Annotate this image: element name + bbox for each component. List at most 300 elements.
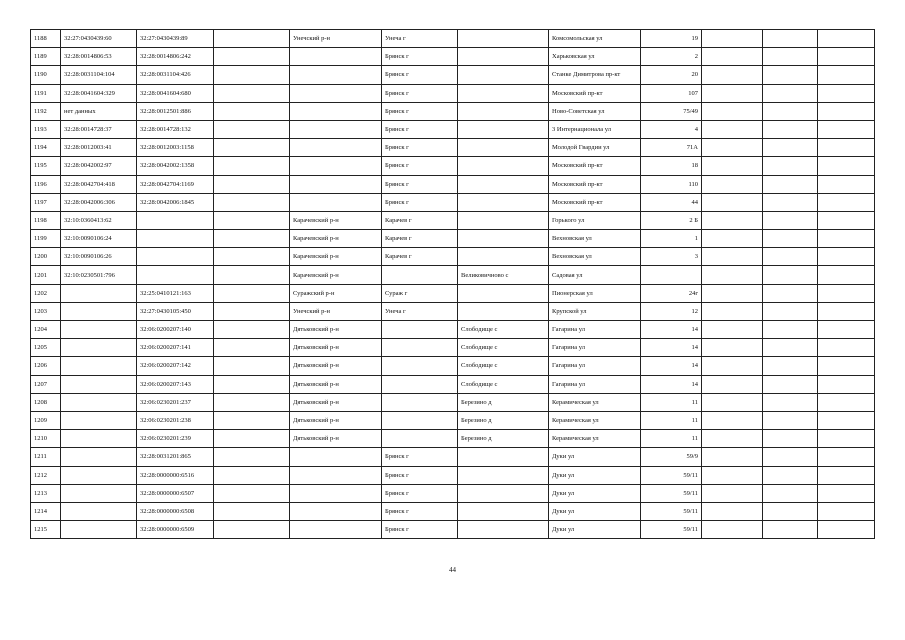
- object-name-cell: [214, 393, 290, 411]
- settlement-cell: [458, 66, 549, 84]
- object-name-cell: [214, 502, 290, 520]
- object-name-cell: [214, 448, 290, 466]
- land-cadastral-number-cell: [61, 521, 137, 539]
- object-name-cell: [214, 248, 290, 266]
- extra-cell-3: [818, 411, 875, 429]
- house-number-cell: 14: [641, 339, 702, 357]
- land-cadastral-number-cell: нет данных: [61, 102, 137, 120]
- settlement-cell: [458, 211, 549, 229]
- extra-cell-3: [818, 357, 875, 375]
- object-name-cell: [214, 430, 290, 448]
- extra-cell-2: [763, 393, 818, 411]
- object-name-cell: [214, 484, 290, 502]
- settlement-cell: [458, 502, 549, 520]
- land-cadastral-number-cell: 32:10:0090106:24: [61, 230, 137, 248]
- extra-cell-1: [702, 375, 763, 393]
- district-cell: [290, 521, 382, 539]
- house-number-cell: 18: [641, 157, 702, 175]
- district-cell: Дятьковский р-н: [290, 357, 382, 375]
- building-cadastral-number-cell: 32:06:0200207:142: [137, 357, 214, 375]
- district-cell: [290, 66, 382, 84]
- table-row: [31, 321, 875, 339]
- object-name-cell: [214, 30, 290, 48]
- land-cadastral-number-cell: 32:28:0014728:37: [61, 120, 137, 138]
- extra-cell-3: [818, 484, 875, 502]
- street-cell: Керамическая ул: [549, 393, 641, 411]
- street-cell: Молодой Гвардии ул: [549, 139, 641, 157]
- district-cell: [290, 502, 382, 520]
- extra-cell-2: [763, 48, 818, 66]
- settlement-cell: Слободище с: [458, 339, 549, 357]
- extra-cell-2: [763, 484, 818, 502]
- extra-cell-2: [763, 302, 818, 320]
- settlement-cell: [458, 230, 549, 248]
- street-cell: Московский пр-кт: [549, 175, 641, 193]
- extra-cell-1: [702, 302, 763, 320]
- district-cell: [290, 48, 382, 66]
- settlement-cell: Березино д: [458, 393, 549, 411]
- extra-cell-1: [702, 230, 763, 248]
- district-cell: [290, 175, 382, 193]
- extra-cell-1: [702, 30, 763, 48]
- building-cadastral-number-cell: 32:28:0042002:1358: [137, 157, 214, 175]
- row-number-cell: 1200: [31, 248, 61, 266]
- house-number-cell: 71А: [641, 139, 702, 157]
- house-number-cell: 2: [641, 48, 702, 66]
- extra-cell-2: [763, 139, 818, 157]
- extra-cell-1: [702, 484, 763, 502]
- land-cadastral-number-cell: 32:28:0042006:306: [61, 193, 137, 211]
- building-cadastral-number-cell: [137, 266, 214, 284]
- building-cadastral-number-cell: 32:06:0200207:143: [137, 375, 214, 393]
- extra-cell-2: [763, 448, 818, 466]
- row-number-cell: 1192: [31, 102, 61, 120]
- district-cell: [290, 193, 382, 211]
- house-number-cell: 14: [641, 321, 702, 339]
- street-cell: Садовая ул: [549, 266, 641, 284]
- settlement-cell: Слободище с: [458, 357, 549, 375]
- street-cell: Харьковская ул: [549, 48, 641, 66]
- extra-cell-3: [818, 339, 875, 357]
- settlement-cell: [458, 302, 549, 320]
- extra-cell-1: [702, 248, 763, 266]
- object-name-cell: [214, 302, 290, 320]
- row-number-cell: 1202: [31, 284, 61, 302]
- city-cell: [382, 321, 458, 339]
- city-cell: Сураж г: [382, 284, 458, 302]
- address-registry-table: [30, 29, 875, 539]
- building-cadastral-number-cell: [137, 230, 214, 248]
- extra-cell-3: [818, 284, 875, 302]
- district-cell: Дятьковский р-н: [290, 321, 382, 339]
- row-number-cell: 1206: [31, 357, 61, 375]
- object-name-cell: [214, 339, 290, 357]
- table-row: [31, 175, 875, 193]
- district-cell: [290, 102, 382, 120]
- extra-cell-1: [702, 102, 763, 120]
- extra-cell-1: [702, 211, 763, 229]
- city-cell: Брянск г: [382, 448, 458, 466]
- land-cadastral-number-cell: [61, 502, 137, 520]
- row-number-cell: 1214: [31, 502, 61, 520]
- city-cell: Брянск г: [382, 521, 458, 539]
- house-number-cell: 110: [641, 175, 702, 193]
- table-row: [31, 357, 875, 375]
- table-row: [31, 139, 875, 157]
- land-cadastral-number-cell: 32:10:0230501:796: [61, 266, 137, 284]
- land-cadastral-number-cell: [61, 484, 137, 502]
- land-cadastral-number-cell: [61, 430, 137, 448]
- table-row: [31, 466, 875, 484]
- settlement-cell: [458, 521, 549, 539]
- land-cadastral-number-cell: [61, 321, 137, 339]
- city-cell: Брянск г: [382, 84, 458, 102]
- city-cell: Брянск г: [382, 175, 458, 193]
- object-name-cell: [214, 211, 290, 229]
- settlement-cell: [458, 284, 549, 302]
- city-cell: Брянск г: [382, 139, 458, 157]
- building-cadastral-number-cell: 32:06:0230201:237: [137, 393, 214, 411]
- land-cadastral-number-cell: [61, 357, 137, 375]
- object-name-cell: [214, 84, 290, 102]
- object-name-cell: [214, 411, 290, 429]
- building-cadastral-number-cell: 32:28:0000000:6507: [137, 484, 214, 502]
- extra-cell-2: [763, 248, 818, 266]
- table-row: [31, 284, 875, 302]
- building-cadastral-number-cell: 32:28:0042006:1845: [137, 193, 214, 211]
- extra-cell-3: [818, 466, 875, 484]
- extra-cell-3: [818, 211, 875, 229]
- row-number-cell: 1201: [31, 266, 61, 284]
- house-number-cell: 44: [641, 193, 702, 211]
- land-cadastral-number-cell: [61, 448, 137, 466]
- settlement-cell: [458, 157, 549, 175]
- land-cadastral-number-cell: 32:28:0041604:329: [61, 84, 137, 102]
- district-cell: Карачевский р-н: [290, 248, 382, 266]
- extra-cell-2: [763, 357, 818, 375]
- land-cadastral-number-cell: 32:28:0012003:41: [61, 139, 137, 157]
- object-name-cell: [214, 102, 290, 120]
- land-cadastral-number-cell: [61, 411, 137, 429]
- extra-cell-1: [702, 193, 763, 211]
- row-number-cell: 1205: [31, 339, 61, 357]
- building-cadastral-number-cell: 32:28:0000000:6516: [137, 466, 214, 484]
- table-row: [31, 484, 875, 502]
- street-cell: Дуки ул: [549, 521, 641, 539]
- house-number-cell: 20: [641, 66, 702, 84]
- district-cell: Карачевский р-н: [290, 266, 382, 284]
- extra-cell-3: [818, 66, 875, 84]
- extra-cell-1: [702, 448, 763, 466]
- table-row: [31, 302, 875, 320]
- city-cell: Брянск г: [382, 502, 458, 520]
- object-name-cell: [214, 321, 290, 339]
- settlement-cell: [458, 102, 549, 120]
- house-number-cell: 3: [641, 248, 702, 266]
- extra-cell-2: [763, 521, 818, 539]
- building-cadastral-number-cell: 32:25:0410121:163: [137, 284, 214, 302]
- building-cadastral-number-cell: 32:28:0012003:1158: [137, 139, 214, 157]
- land-cadastral-number-cell: 32:28:0031104:104: [61, 66, 137, 84]
- extra-cell-3: [818, 48, 875, 66]
- city-cell: Брянск г: [382, 66, 458, 84]
- settlement-cell: Великовичново с: [458, 266, 549, 284]
- object-name-cell: [214, 521, 290, 539]
- building-cadastral-number-cell: 32:28:0000000:6508: [137, 502, 214, 520]
- table-row: [31, 430, 875, 448]
- building-cadastral-number-cell: 32:28:0000000:6509: [137, 521, 214, 539]
- extra-cell-3: [818, 175, 875, 193]
- extra-cell-3: [818, 393, 875, 411]
- city-cell: [382, 430, 458, 448]
- table-row: [31, 448, 875, 466]
- district-cell: Дятьковский р-н: [290, 393, 382, 411]
- street-cell: Дуки ул: [549, 448, 641, 466]
- street-cell: Гагарина ул: [549, 375, 641, 393]
- city-cell: Брянск г: [382, 157, 458, 175]
- extra-cell-2: [763, 321, 818, 339]
- house-number-cell: 107: [641, 84, 702, 102]
- table-row: [31, 521, 875, 539]
- street-cell: Московский пр-кт: [549, 193, 641, 211]
- district-cell: Унечский р-н: [290, 302, 382, 320]
- house-number-cell: 14: [641, 375, 702, 393]
- extra-cell-2: [763, 30, 818, 48]
- extra-cell-2: [763, 375, 818, 393]
- settlement-cell: [458, 139, 549, 157]
- building-cadastral-number-cell: 32:28:0031104:426: [137, 66, 214, 84]
- city-cell: Брянск г: [382, 466, 458, 484]
- settlement-cell: [458, 120, 549, 138]
- extra-cell-3: [818, 375, 875, 393]
- house-number-cell: 11: [641, 430, 702, 448]
- table-row: [31, 393, 875, 411]
- street-cell: Дуки ул: [549, 502, 641, 520]
- street-cell: Гагарина ул: [549, 357, 641, 375]
- district-cell: Карачевский р-н: [290, 230, 382, 248]
- city-cell: Унеча г: [382, 30, 458, 48]
- street-cell: Пионерская ул: [549, 284, 641, 302]
- building-cadastral-number-cell: 32:28:0012501:886: [137, 102, 214, 120]
- district-cell: [290, 466, 382, 484]
- extra-cell-1: [702, 157, 763, 175]
- extra-cell-3: [818, 430, 875, 448]
- house-number-cell: 12: [641, 302, 702, 320]
- object-name-cell: [214, 357, 290, 375]
- district-cell: [290, 157, 382, 175]
- table-row: [31, 248, 875, 266]
- settlement-cell: [458, 448, 549, 466]
- page-number: 44: [449, 566, 456, 574]
- street-cell: Московский пр-кт: [549, 157, 641, 175]
- building-cadastral-number-cell: 32:28:0014806:242: [137, 48, 214, 66]
- table-row: [31, 211, 875, 229]
- building-cadastral-number-cell: 32:06:0230201:238: [137, 411, 214, 429]
- street-cell: Керамическая ул: [549, 430, 641, 448]
- district-cell: [290, 120, 382, 138]
- extra-cell-1: [702, 84, 763, 102]
- settlement-cell: Слободище с: [458, 375, 549, 393]
- row-number-cell: 1188: [31, 30, 61, 48]
- building-cadastral-number-cell: [137, 211, 214, 229]
- house-number-cell: 59/11: [641, 466, 702, 484]
- extra-cell-2: [763, 430, 818, 448]
- object-name-cell: [214, 48, 290, 66]
- city-cell: [382, 339, 458, 357]
- street-cell: Дуки ул: [549, 484, 641, 502]
- row-number-cell: 1211: [31, 448, 61, 466]
- district-cell: Суражский р-н: [290, 284, 382, 302]
- extra-cell-2: [763, 211, 818, 229]
- extra-cell-1: [702, 466, 763, 484]
- table-row: [31, 157, 875, 175]
- object-name-cell: [214, 175, 290, 193]
- extra-cell-2: [763, 266, 818, 284]
- extra-cell-3: [818, 139, 875, 157]
- row-number-cell: 1198: [31, 211, 61, 229]
- house-number-cell: 11: [641, 411, 702, 429]
- row-number-cell: 1215: [31, 521, 61, 539]
- house-number-cell: 59/11: [641, 484, 702, 502]
- building-cadastral-number-cell: 32:06:0200207:141: [137, 339, 214, 357]
- land-cadastral-number-cell: 32:28:0014806:53: [61, 48, 137, 66]
- extra-cell-2: [763, 339, 818, 357]
- street-cell: Московский пр-кт: [549, 84, 641, 102]
- row-number-cell: 1199: [31, 230, 61, 248]
- house-number-cell: 2 Б: [641, 211, 702, 229]
- settlement-cell: [458, 248, 549, 266]
- building-cadastral-number-cell: 32:28:0042704:1169: [137, 175, 214, 193]
- row-number-cell: 1196: [31, 175, 61, 193]
- settlement-cell: [458, 466, 549, 484]
- settlement-cell: [458, 30, 549, 48]
- building-cadastral-number-cell: 32:27:0430105:450: [137, 302, 214, 320]
- table-row: [31, 375, 875, 393]
- table-row: [31, 193, 875, 211]
- extra-cell-1: [702, 66, 763, 84]
- house-number-cell: 4: [641, 120, 702, 138]
- street-cell: Ново-Советская ул: [549, 102, 641, 120]
- house-number-cell: 59/11: [641, 521, 702, 539]
- object-name-cell: [214, 157, 290, 175]
- street-cell: Комсомольская ул: [549, 30, 641, 48]
- house-number-cell: 24г: [641, 284, 702, 302]
- extra-cell-1: [702, 502, 763, 520]
- table-row: [31, 339, 875, 357]
- extra-cell-3: [818, 302, 875, 320]
- land-cadastral-number-cell: [61, 339, 137, 357]
- extra-cell-1: [702, 411, 763, 429]
- object-name-cell: [214, 120, 290, 138]
- extra-cell-3: [818, 157, 875, 175]
- district-cell: [290, 84, 382, 102]
- street-cell: 3 Интернационала ул: [549, 120, 641, 138]
- building-cadastral-number-cell: 32:06:0200207:140: [137, 321, 214, 339]
- object-name-cell: [214, 66, 290, 84]
- settlement-cell: [458, 484, 549, 502]
- house-number-cell: 11: [641, 393, 702, 411]
- land-cadastral-number-cell: [61, 284, 137, 302]
- extra-cell-1: [702, 357, 763, 375]
- street-cell: Вехновская ул: [549, 248, 641, 266]
- city-cell: [382, 393, 458, 411]
- building-cadastral-number-cell: 32:06:0230201:239: [137, 430, 214, 448]
- land-cadastral-number-cell: 32:10:0360413:62: [61, 211, 137, 229]
- row-number-cell: 1212: [31, 466, 61, 484]
- district-cell: [290, 139, 382, 157]
- district-cell: Карачевский р-н: [290, 211, 382, 229]
- house-number-cell: 19: [641, 30, 702, 48]
- extra-cell-2: [763, 120, 818, 138]
- table-row: [31, 30, 875, 48]
- extra-cell-1: [702, 139, 763, 157]
- city-cell: [382, 266, 458, 284]
- city-cell: [382, 375, 458, 393]
- extra-cell-3: [818, 266, 875, 284]
- row-number-cell: 1191: [31, 84, 61, 102]
- extra-cell-2: [763, 411, 818, 429]
- row-number-cell: 1195: [31, 157, 61, 175]
- street-cell: Гагарина ул: [549, 339, 641, 357]
- row-number-cell: 1208: [31, 393, 61, 411]
- city-cell: Брянск г: [382, 120, 458, 138]
- district-cell: Дятьковский р-н: [290, 430, 382, 448]
- extra-cell-3: [818, 321, 875, 339]
- street-cell: Горького ул: [549, 211, 641, 229]
- settlement-cell: [458, 48, 549, 66]
- extra-cell-2: [763, 175, 818, 193]
- city-cell: Карачев г: [382, 230, 458, 248]
- row-number-cell: 1204: [31, 321, 61, 339]
- land-cadastral-number-cell: [61, 375, 137, 393]
- settlement-cell: Слободище с: [458, 321, 549, 339]
- extra-cell-3: [818, 521, 875, 539]
- table-row: [31, 102, 875, 120]
- settlement-cell: [458, 175, 549, 193]
- extra-cell-1: [702, 430, 763, 448]
- land-cadastral-number-cell: 32:10:0090106:26: [61, 248, 137, 266]
- street-cell: Станке Димитрова пр-кт: [549, 66, 641, 84]
- street-cell: Крупской ул: [549, 302, 641, 320]
- building-cadastral-number-cell: 32:28:0031201:865: [137, 448, 214, 466]
- object-name-cell: [214, 266, 290, 284]
- house-number-cell: 59/9: [641, 448, 702, 466]
- object-name-cell: [214, 284, 290, 302]
- row-number-cell: 1213: [31, 484, 61, 502]
- settlement-cell: Березино д: [458, 411, 549, 429]
- extra-cell-2: [763, 84, 818, 102]
- object-name-cell: [214, 466, 290, 484]
- district-cell: Дятьковский р-н: [290, 339, 382, 357]
- object-name-cell: [214, 375, 290, 393]
- extra-cell-3: [818, 502, 875, 520]
- row-number-cell: 1193: [31, 120, 61, 138]
- city-cell: Карачев г: [382, 248, 458, 266]
- extra-cell-2: [763, 284, 818, 302]
- extra-cell-1: [702, 321, 763, 339]
- district-cell: Дятьковский р-н: [290, 375, 382, 393]
- extra-cell-1: [702, 175, 763, 193]
- extra-cell-3: [818, 230, 875, 248]
- district-cell: Унечский р-н: [290, 30, 382, 48]
- land-cadastral-number-cell: 32:28:0042704:418: [61, 175, 137, 193]
- row-number-cell: 1197: [31, 193, 61, 211]
- extra-cell-2: [763, 157, 818, 175]
- row-number-cell: 1209: [31, 411, 61, 429]
- city-cell: [382, 357, 458, 375]
- table-row: [31, 411, 875, 429]
- table-row: [31, 266, 875, 284]
